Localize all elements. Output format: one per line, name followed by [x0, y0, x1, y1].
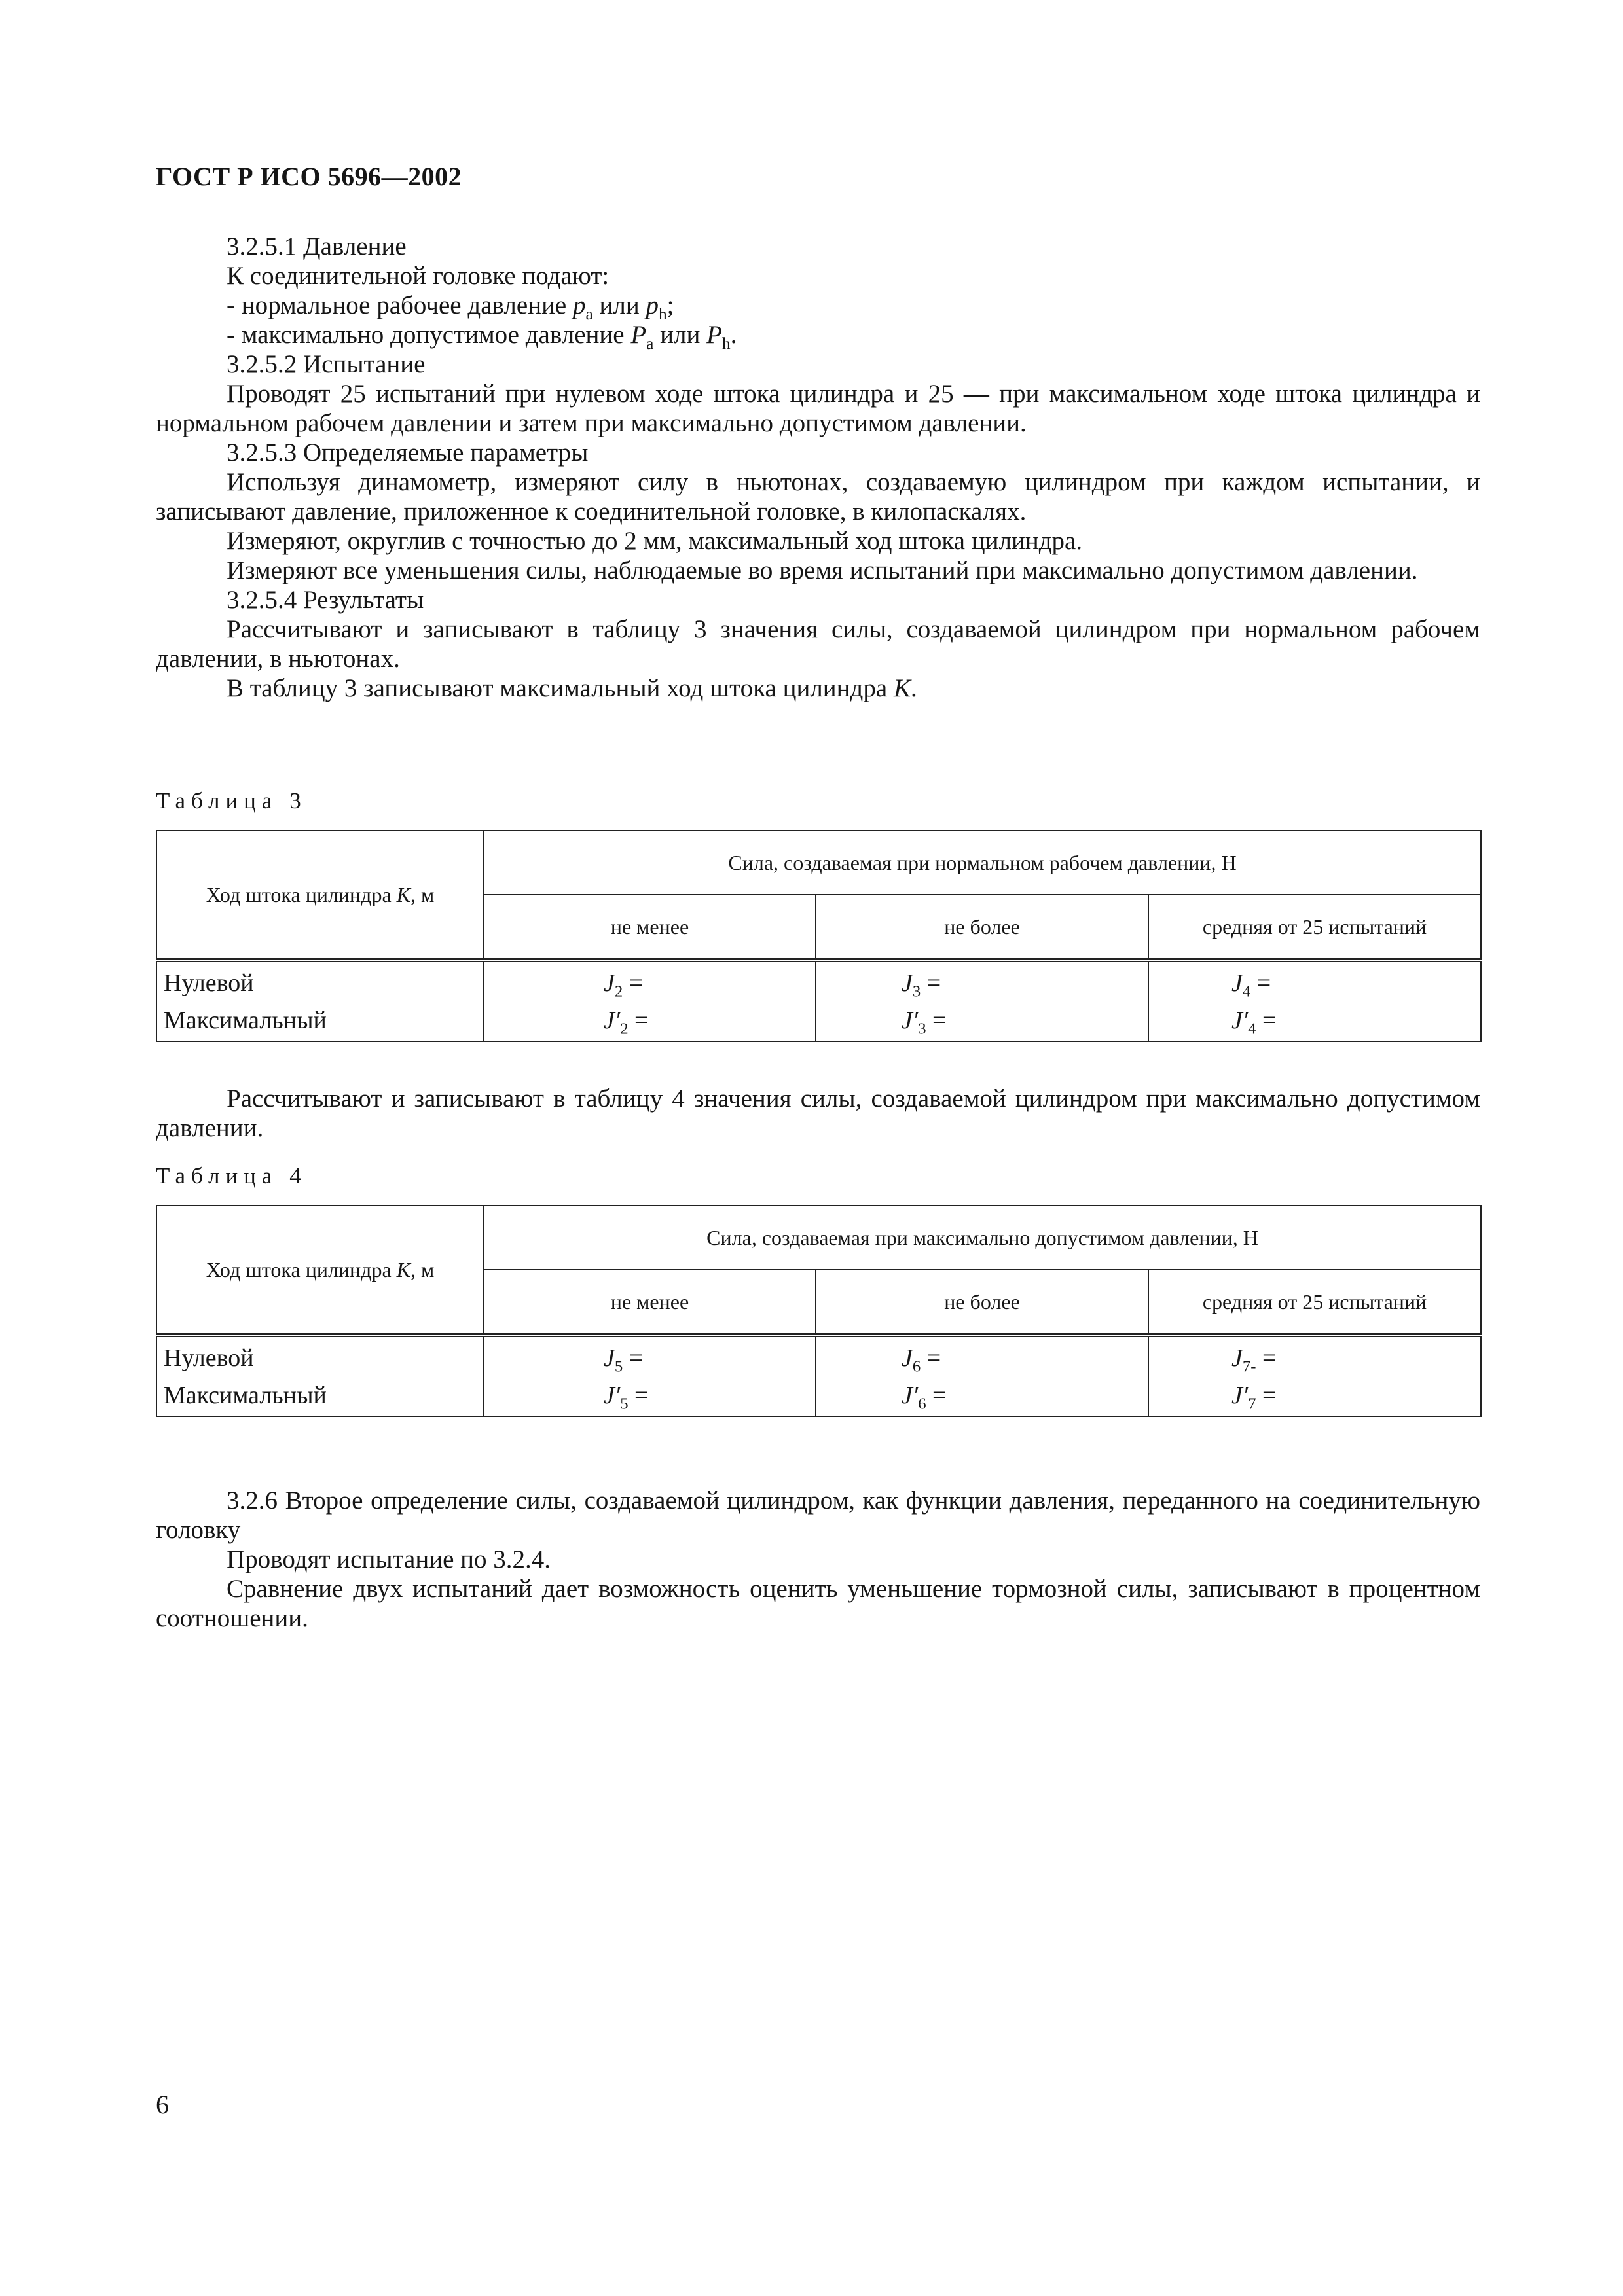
table-4-row-labels: [156, 1335, 484, 1416]
table-3-avg-header: средняя от 25 испытаний: [1148, 895, 1481, 960]
section-3-2-5-1-title: 3.2.5.1 Давление: [227, 232, 407, 260]
pressure-item-maximum: - максимально допустимое давление $P_a$ или $P_h$.: [227, 321, 737, 353]
table-4-group-header: Сила, создаваемая при максимально допустимом давлении, Н: [484, 1206, 1481, 1270]
table-3-min-values: [484, 960, 816, 1041]
table-3-row-label-zero: Нулевой: [164, 969, 254, 997]
body-text-block-2: [156, 1084, 1480, 1143]
table-3-value-j3: $J_3$ =: [902, 969, 941, 1001]
table-4-avg-values: [1148, 1335, 1481, 1416]
table-3-value-j3-prime: $J'_3$ =: [902, 1007, 947, 1038]
table-3-row-labels: [156, 960, 484, 1041]
results-paragraph-1: Рассчитывают и записывают в таблицу 3 значения силы, создаваемой цилиндром при нормальном рабочем давлении, в ньютонах.: [156, 615, 1480, 673]
table-4-value-j6-prime: $J'_6$ =: [902, 1382, 947, 1413]
section-3-2-6-paragraph-1: Проводят испытание по 3.2.4.: [227, 1545, 551, 1573]
table-3-max-values: [816, 960, 1148, 1041]
pressure-item-normal: - нормальное рабочее давление $p_a$ или $p_h$;: [227, 291, 674, 323]
table-4-value-j7-prime: $J'_7$ =: [1231, 1382, 1277, 1413]
table-3-max-header: не более: [816, 895, 1148, 960]
table-4-value-j5: $J_5$ =: [604, 1344, 644, 1376]
section-3-2-5-3-title: 3.2.5.3 Определяемые параметры: [227, 439, 589, 467]
section-3-2-5-4-title: 3.2.5.4 Результаты: [227, 586, 424, 614]
table-4-min-values: [484, 1335, 816, 1416]
table-4-stroke-header: Ход штока цилиндра K, м: [156, 1206, 484, 1335]
table-3-stroke-header: Ход штока цилиндра K, м: [156, 831, 484, 960]
table-4-value-j5-prime: $J'_5$ =: [604, 1382, 649, 1413]
table-4-row-label-zero: Нулевой: [164, 1344, 254, 1372]
document-header: ГОСТ Р ИСО 5696—2002: [156, 162, 462, 191]
parameters-paragraph-2: Измеряют, округлив с точностью до 2 мм, максимальный ход штока цилиндра.: [227, 527, 1083, 555]
section-3-2-6-paragraph-2: Сравнение двух испытаний дает возможность оценить уменьшение тормозной силы, записывают в процентном соотношении.: [156, 1575, 1480, 1632]
parameters-paragraph-1: Используя динамометр, измеряют силу в ньютонах, создаваемую цилиндром при каждом испытании, и записывают давление, приложенное к соединительной головке, в килопаскалях.: [156, 468, 1480, 526]
body-text-block-3: [156, 1486, 1480, 1633]
table-3-value-j4: $J_4$ =: [1231, 969, 1271, 1001]
page-number: 6: [156, 2090, 169, 2119]
results-paragraph-2: В таблицу 3 записывают максимальный ход штока цилиндра K.: [227, 674, 917, 702]
pressure-intro: К соединительной головке подают:: [227, 262, 610, 290]
table-3-value-j2-prime: $J'_2$ =: [604, 1007, 649, 1038]
table-4-value-j7: $J_{7-}$ =: [1231, 1344, 1277, 1376]
table-4-intro: Рассчитывают и записывают в таблицу 4 значения силы, создаваемой цилиндром при максимально допустимом давлении.: [156, 1085, 1480, 1142]
table-4-avg-header: средняя от 25 испытаний: [1148, 1270, 1481, 1335]
table-3: [156, 830, 1482, 1042]
table-4-max-header: не более: [816, 1270, 1148, 1335]
table-4-min-header: не менее: [484, 1270, 816, 1335]
table-4-value-j6: $J_6$ =: [902, 1344, 941, 1376]
table-4-row-label-max: Максимальный: [164, 1382, 327, 1409]
table-3-value-j2: $J_2$ =: [604, 969, 644, 1001]
table-4: [156, 1205, 1482, 1417]
body-text-block-1: [156, 232, 1480, 703]
test-description: Проводят 25 испытаний при нулевом ходе штока цилиндра и 25 — при максимальном ходе штока цилиндра и нормальном рабочем давлении и затем при максимально допустимом давлении.: [156, 380, 1480, 437]
table-3-group-header: Сила, создаваемая при нормальном рабочем давлении, Н: [484, 831, 1481, 895]
table-4-max-values: [816, 1335, 1148, 1416]
section-3-2-6-title: 3.2.6 Второе определение силы, создаваемой цилиндром, как функции давления, переданного на соединительную головку: [156, 1486, 1480, 1544]
table-3-avg-values: [1148, 960, 1481, 1041]
section-3-2-5-2-title: 3.2.5.2 Испытание: [227, 350, 426, 378]
table-3-min-header: не менее: [484, 895, 816, 960]
table-3-row-label-max: Максимальный: [164, 1007, 327, 1034]
table-4-caption: Таблица 4: [156, 1163, 307, 1189]
table-3-caption: Таблица 3: [156, 788, 307, 814]
table-3-value-j4-prime: $J'_4$ =: [1231, 1007, 1277, 1038]
parameters-paragraph-3: Измеряют все уменьшения силы, наблюдаемые во время испытаний при максимально допустимом давлении.: [227, 556, 1418, 584]
